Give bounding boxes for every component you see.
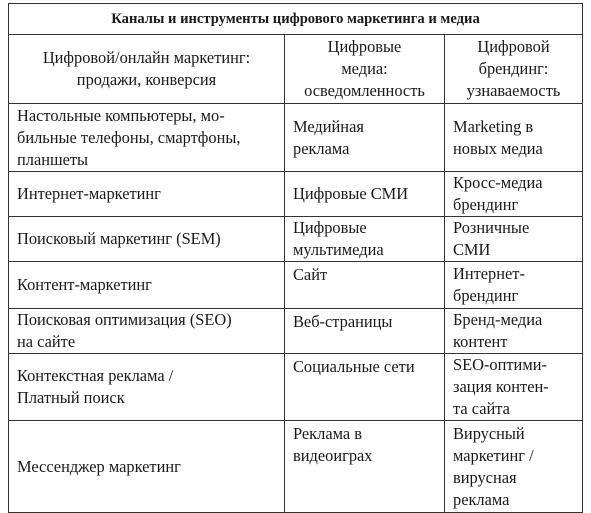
table-cell: Вирусный маркетинг / вирусная реклама [445,421,583,513]
table-cell: Интернет-маркетинг [9,172,285,217]
table-cell: Сайт [285,262,445,309]
table-cell: SEO-оптими- зация контен- та сайта [445,354,583,421]
table-cell: Розничные СМИ [445,217,583,262]
table-cell: Веб-страницы [285,309,445,354]
table-cell: Реклама в видеоиграх [285,421,445,513]
table-caption-row [9,4,583,35]
table-cell: Контент-маркетинг [9,262,285,309]
column-header-digital-branding: Цифровой брендинг: узнаваемость [445,35,583,104]
table-cell: Поисковая оптимизация (SEO) на сайте [9,309,285,354]
table-row [9,172,583,217]
table-row [9,262,583,309]
table-cell: Интернет- брендинг [445,262,583,309]
table-header-row [9,35,583,104]
table-row [9,354,583,421]
table-cell: Поисковый маркетинг (SEM) [9,217,285,262]
table-cell: Настольные компьютеры, мо- бильные телефоны, смартфоны, планшеты [9,104,285,172]
table-row [9,104,583,172]
table-cell: Бренд-медиа контент [445,309,583,354]
table-row [9,217,583,262]
table-cell: Мессенджер маркетинг [9,421,285,513]
table-cell: Социальные сети [285,354,445,421]
table-cell: Медийная реклама [285,104,445,172]
table-row [9,421,583,513]
column-header-digital-marketing: Цифровой/онлайн маркетинг: продажи, конверсия [9,35,285,104]
table-cell: Цифровые мультимедиа [285,217,445,262]
table-cell: Кросс-медиа брендинг [445,172,583,217]
table-cell: Цифровые СМИ [285,172,445,217]
table-cell: Контекстная реклама / Платный поиск [9,354,285,421]
table-cell: Marketing в новых медиа [445,104,583,172]
table-caption: Каналы и инструменты цифрового маркетинга и медиа [9,4,583,35]
column-header-digital-media: Цифровые медиа: осведомленность [285,35,445,104]
table-row [9,309,583,354]
marketing-channels-table [8,3,583,513]
